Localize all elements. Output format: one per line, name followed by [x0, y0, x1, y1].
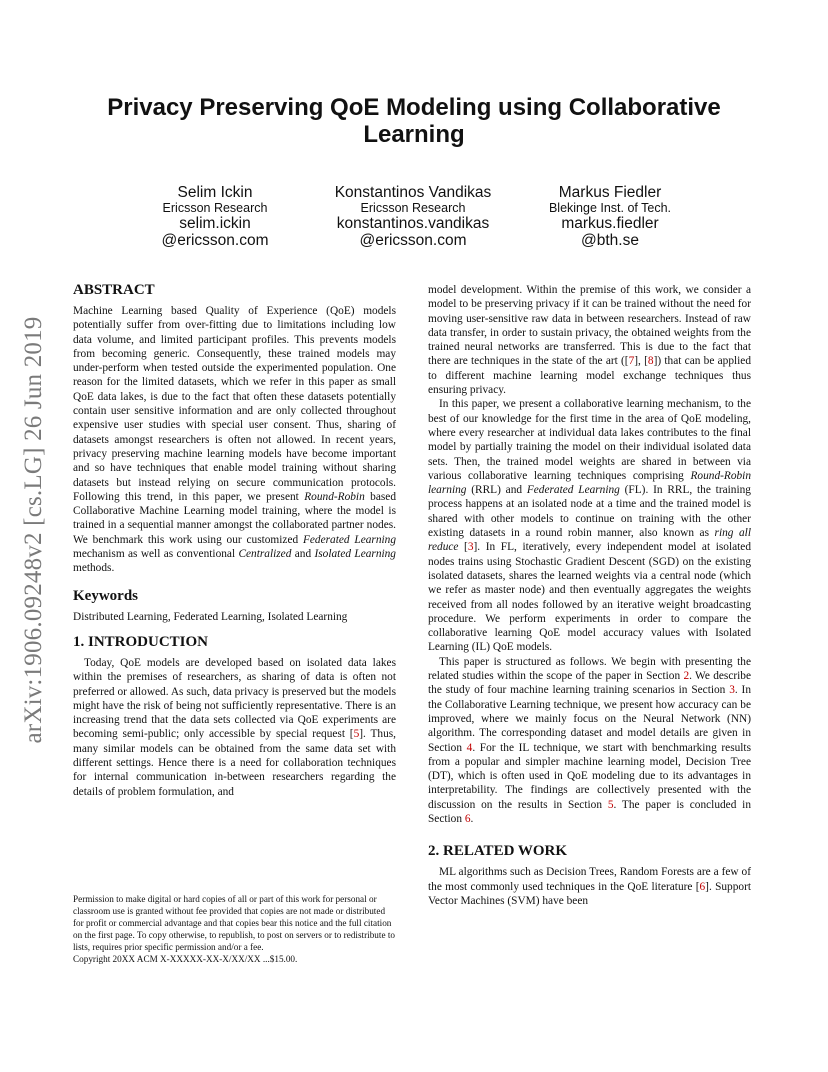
text-part: This paper is structured as follows. We begin with presenting the related studies within the scope of the paper in Section	[428, 655, 751, 683]
text-part: ], [	[634, 355, 648, 368]
section-link[interactable]: 6	[464, 812, 471, 825]
author-email: markus.fiedler	[561, 215, 659, 232]
text-part: In this paper, we present a collaborative learning mechanism, to the best of our knowledge for the first time in the area of QoE modeling, where every researcher at individual data lakes contributes to the final model by partially training the model on their individual isolated data sets. Then, the trained model weights are shared in between via various collaborative learning techniques comprising	[428, 398, 751, 482]
abstract-term: Federated Learning	[302, 533, 396, 546]
paragraph	[428, 865, 751, 908]
author-email: selim.ickin	[179, 215, 251, 232]
text-part: model development. Within the premise of this work, we consider a model to be preserving privacy if it can be trained without the need for moving user-sensitive raw data in between researchers. Instead of raw data transfer, in order to sustain privacy, the obtained weights from the trained neural networks are transferred. This is due to the fact that there are techniques in the state of the art ([	[428, 284, 751, 368]
intro-text-part: ]. Thus, many similar models can be obtained from the same data set with different settings. Hence there is a need for collaboration techniques for internal communication in-between researchers regarding the details of problem formulation, and	[73, 728, 397, 798]
author-block	[530, 184, 690, 249]
author-name: Selim Ickin	[177, 184, 253, 201]
citation-link[interactable]: 8	[647, 355, 654, 368]
paragraph	[428, 397, 751, 654]
text-part: ML algorithms such as Decision Trees, Random Forests are a few of the most commonly used techniques in the QoE literature [	[428, 866, 751, 893]
text-part: ]. In FL, iteratively, every independent model at isolated nodes trains using Stochastic Gradient Descent (SGD) on the existing isolated datasets, shares the learned weights via a central node (which we refer as master node) and then eventually aggregates the weights received from all nodes followed by an iterative weight broadcasting procedure. We perform experiments in order to compare the collaborative learning QoE model accuracy values with Isolated Learning (IL) QoE models.	[428, 541, 751, 654]
arxiv-stamp-text: arXiv:1906.09248v2 [cs.LG] 26 Jun 2019	[20, 316, 47, 744]
section-link[interactable]: 5	[607, 798, 614, 811]
text-part: . The paper is concluded in Section	[428, 798, 751, 825]
text-part: . For the IL technique, we start with benchmarking results from a popular and simpler machine learning model, Decision Tree (DT), which is often used in QoE modeling due to its advantages in interpretability. The findings are collectively presented with the discussion on the results in Section	[428, 741, 751, 811]
section-link[interactable]: 4	[466, 741, 473, 754]
abstract-text-part: and	[291, 548, 315, 561]
abstract-term: Round-Robin	[304, 490, 365, 503]
author-affiliation: Blekinge Inst. of Tech.	[548, 201, 672, 215]
keywords-heading: Keywords	[73, 587, 138, 604]
abstract-text-part: based Collaborative Machine Learning model training, where the model is trained in a sequential manner amongst the collaborated partner nodes. We benchmark this work using our customized	[73, 490, 396, 546]
abstract-heading: ABSTRACT	[73, 282, 155, 298]
intro-text-part: Today, QoE models are developed based on isolated data lakes within the premises of researchers, as sharing of data is often not preferred or allowed. As such, data privacy is preserved but the models might have the risk of being not sufficiently representative. There is an increasing trend that the data sets collected via QoE experiments are becoming semi-public; only accessible by special request [	[73, 656, 396, 741]
paragraph	[428, 283, 751, 397]
paper-title: Privacy Preserving QoE Modeling using Collaborative Learning	[107, 94, 721, 148]
permission-notice: Permission to make digital or hard copies of all or part of this work for personal or classroom use is granted without fee provided that copies are not made or distributed for profit or commercial advantage and that copies bear this notice and the full citation on the first page. To copy otherwise, to republish, to post on servers or to redistribute to lists, requires prior specific permission and/or a fee.	[73, 894, 395, 953]
left-column	[73, 281, 396, 799]
right-column	[428, 283, 751, 908]
term: Federated Learning	[526, 484, 620, 497]
section-link[interactable]: 2	[683, 670, 690, 683]
citation-link[interactable]: 7	[628, 355, 635, 368]
text-part: (FL). In RRL, the training process happens at an isolated node at a time and the trained model is shared with other models to continue on training with the other existing datasets in a round robin manner, also known as	[428, 484, 751, 540]
copyright-footnote	[73, 893, 398, 966]
copyright-line: Copyright 20XX ACM X-XXXXX-XX-X/XX/XX ...$15.00.	[73, 954, 298, 965]
keywords-text: Distributed Learning, Federated Learning, Isolated Learning	[73, 610, 348, 623]
author-name: Konstantinos Vandikas	[334, 184, 492, 201]
abstract-text	[73, 304, 396, 576]
citation-link[interactable]: 6	[699, 880, 706, 893]
text-part: [	[458, 541, 468, 554]
author-affiliation: Ericsson Research	[162, 201, 268, 215]
text-part: . We describe the study of four machine learning training scenarios in Section	[428, 670, 751, 697]
introduction-heading: 1. INTRODUCTION	[73, 633, 209, 650]
term: Round-Robin learning	[428, 469, 751, 497]
section-link[interactable]: 3	[729, 684, 735, 697]
citation-link[interactable]: 3	[467, 541, 474, 554]
author-affiliation: Ericsson Research	[360, 201, 466, 215]
abstract-term: Isolated Learning	[314, 548, 396, 561]
text-part: ]) that can be applied to different machine learning model exchange techniques thus ensuring privacy.	[428, 355, 752, 397]
author-block	[318, 184, 508, 249]
abstract-text-part: Machine Learning based Quality of Experience (QoE) models potentially suffer from over-fitting due to limitations including low data volume, and limited participant profiles. This prevents models from becoming generic. Consequently, these trained models may under-perform when tested outside the experimented population. One reason for the limited datasets, which we refer in this paper as small QoE data lakes, is due to the fact that often these datasets potentially contain user sensitive information and are only collected throughout expensive user studies with special user consent. Thus, sharing of datasets amongst researchers is often not allowed. In recent years, privacy preserving machine learning models have become important and so have techniques that enable model training without sharing datasets but instead relying on secure communication protocols. Following this trend, in this paper, we present	[73, 305, 396, 503]
abstract-text-part: methods.	[73, 562, 115, 575]
term: ring all reduce	[428, 527, 751, 554]
text-part: ]. Support Vector Machines (SVM) have been	[428, 880, 751, 907]
author-name: Markus Fiedler	[558, 184, 662, 201]
related-work-heading: 2. RELATED WORK	[428, 843, 568, 860]
text-part: .	[470, 812, 474, 825]
author-email: konstantinos.vandikas	[336, 215, 490, 232]
abstract-text-part: mechanism as well as conventional	[73, 548, 239, 561]
text-part: . In the Collaborative Learning technique, we present how accuracy can be improved, where we mainly focus on the Neural Network (NN) algorithm. The corresponding dataset and model details are given in Section	[428, 684, 752, 754]
paragraph	[428, 655, 751, 827]
abstract-term: Centralized	[238, 548, 292, 561]
author-email-domain: @ericsson.com	[161, 232, 269, 249]
citation-link[interactable]: 5	[353, 728, 360, 741]
author-email-domain: @ericsson.com	[359, 232, 467, 249]
author-block	[135, 184, 295, 249]
author-email-domain: @bth.se	[581, 232, 639, 249]
arxiv-stamp	[14, 290, 54, 770]
text-part: (RRL) and	[466, 484, 527, 497]
introduction-text	[73, 656, 396, 799]
